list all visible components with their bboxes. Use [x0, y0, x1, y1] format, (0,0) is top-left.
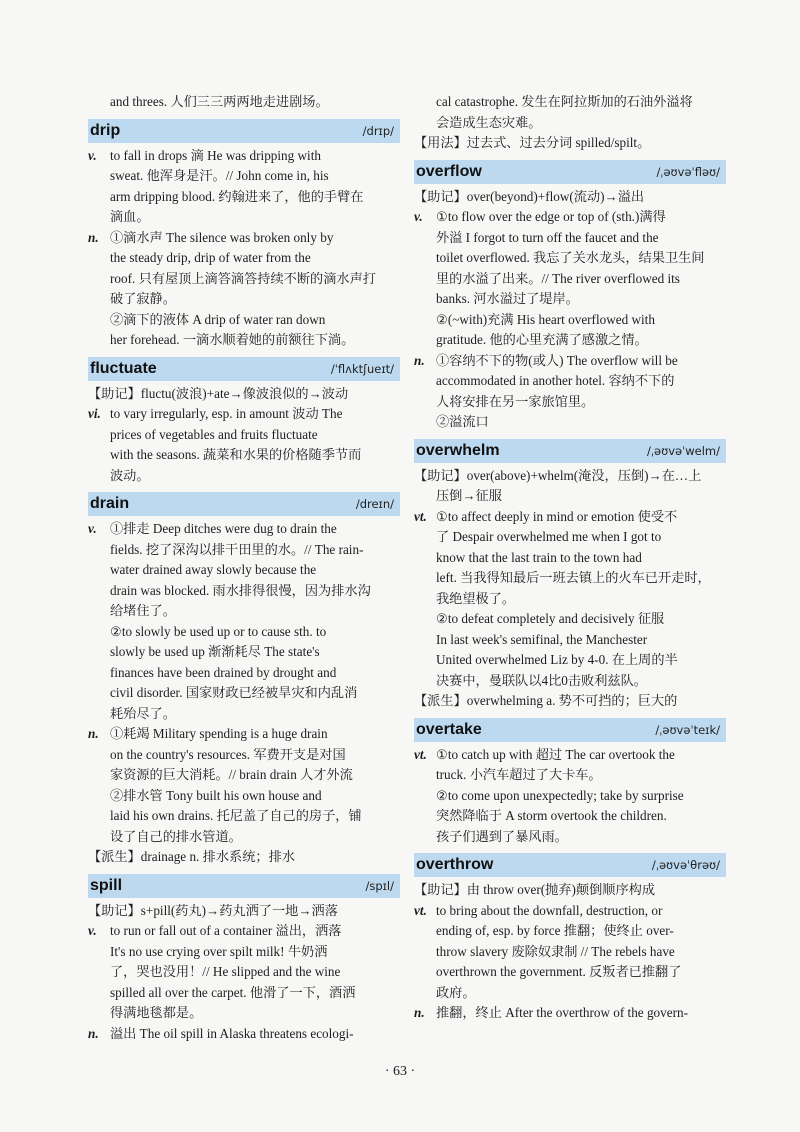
entry-text-line: [88, 581, 400, 602]
entry-text-line: [88, 92, 400, 113]
entry-text-line: [414, 806, 726, 827]
entry-text-line: [414, 527, 726, 548]
line-text: ①to affect deeply in mind or emotion 使受不: [436, 508, 678, 524]
headword: overflow: [416, 162, 482, 180]
entry-text-line: [414, 983, 726, 1004]
line-text: ②(~with)充满 His heart overflowed with: [436, 311, 655, 327]
entry-text-line: [414, 630, 726, 651]
line-text: 人将安排在另一家旅馆里。: [436, 393, 595, 409]
right-column: [414, 92, 726, 1024]
line-text: 破了寂静。: [110, 291, 176, 306]
pronunciation: /ˌəʊvəˈθrəʊ/: [651, 858, 720, 872]
headword: drain: [90, 495, 130, 512]
line-text: finances have been drained by drought and: [110, 664, 337, 680]
entry-text-line: [414, 671, 726, 692]
line-text: United overwhelmed Liz by 4-0. 在上周的半: [436, 652, 678, 667]
line-text: 政府。: [436, 984, 476, 1000]
entry-text-line: [414, 269, 726, 290]
line-text: and threes. 人们三三两两地走进剧场。: [110, 94, 329, 109]
line-text: ①to flow over the edge or top of (sth.)满得: [436, 209, 666, 224]
line-text: with the seasons. 蔬菜和水果的价格随季节而: [110, 447, 362, 462]
line-text: 孩子们遇到了暴风雨。: [436, 828, 568, 844]
entry-text-line: [414, 289, 726, 310]
entry-text-line: [414, 133, 726, 154]
line-text: ending of, esp. by force 推翻；使终止 over-: [436, 923, 674, 938]
part-of-speech: vt.: [414, 902, 427, 918]
entry-text-line: [414, 827, 726, 848]
line-text: toilet overflowed. 我忘了关水龙头，结果卫生间: [436, 250, 705, 265]
line-text: gratitude. 他的心里充满了感激之情。: [436, 332, 648, 347]
page-number: · 63 ·: [384, 1064, 416, 1079]
entry-text-line: [88, 187, 400, 208]
entry-text-line: [88, 663, 400, 684]
entry-text-line: [88, 404, 400, 425]
line-text: arm dripping blood. 约翰进来了，他的手臂在: [110, 188, 364, 204]
line-text: ②溢流口: [436, 414, 489, 429]
pronunciation: /ˌəʊvəˈfləʊ/: [656, 164, 720, 179]
line-text: 会造成生态灾难。: [436, 114, 542, 130]
line-text: throw slavery 废除奴隶制 // The rebels have: [436, 943, 675, 959]
headword-bar: [88, 874, 400, 898]
line-text: roof. 只有屋顶上滴答滴答持续不断的滴水声打: [110, 270, 376, 286]
line-text: ②排水管 Tony built his own house and: [110, 787, 322, 803]
line-text: left. 当我得知最后一班去镇上的火车已开走时，: [436, 570, 711, 585]
line-text: 决赛中，曼联队以4比0击败利兹队。: [436, 672, 647, 688]
line-text: civil disorder. 国家财政已经被旱灾和内乱消: [110, 685, 358, 700]
entry-text-line: [88, 384, 400, 405]
line-text: 家资源的巨大消耗。// brain drain 人才外流: [110, 767, 353, 782]
line-text: ②滴下的液体 A drip of water ran down: [110, 311, 326, 327]
line-text: 耗殆尽了。: [110, 705, 176, 721]
entry-text-line: [414, 507, 726, 528]
headword: fluctuate: [90, 359, 157, 377]
entry-text-line: [414, 609, 726, 630]
entry-text-line: [414, 228, 726, 249]
entry-text-line: [88, 1024, 400, 1045]
line-text: 滴血。: [110, 209, 150, 224]
entry-text-line: [414, 691, 726, 712]
line-text: 波动。: [110, 467, 150, 483]
line-text: 溢出 The oil spill in Alaska threatens ecologi-: [110, 1025, 354, 1041]
part-of-speech: n.: [88, 1025, 99, 1041]
pronunciation: /drɪp/: [362, 123, 394, 138]
line-text: ②to slowly be used up or to cause sth. to: [110, 623, 327, 639]
line-text: 设了自己的排水管道。: [110, 828, 242, 844]
entry-text-line: [88, 310, 400, 331]
line-text: 给堵住了。: [110, 603, 176, 618]
entry-text-line: [414, 589, 726, 610]
headword: overtake: [416, 720, 482, 738]
line-text: drain was blocked. 雨水排得很慢，因为排水沟: [110, 582, 371, 598]
entry-text-line: [414, 786, 726, 807]
headword: overwhelm: [416, 441, 500, 459]
entry-text-line: [88, 466, 400, 487]
headword-bar: [88, 492, 400, 516]
entry-text-line: [414, 351, 726, 372]
headword-bar: [414, 439, 726, 463]
line-text: 【派生】drainage n. 排水系统；排水: [88, 849, 295, 864]
entry-text-line: [88, 921, 400, 942]
pronunciation: /ˈflʌktʃueɪt/: [330, 361, 394, 376]
line-text: accommodated in another hotel. 容纳不下的: [436, 373, 675, 388]
line-text: 【助记】over(above)+whelm(淹没，压倒)→在…上: [414, 467, 702, 483]
entry-text-line: [88, 146, 400, 167]
pronunciation: /ˌəʊvəˈteɪk/: [655, 722, 720, 737]
line-text: to vary irregularly, esp. in amount 波动 The: [110, 406, 343, 421]
line-text: to fall in drops 滴 He was dripping with: [110, 147, 321, 163]
line-text: her forehead. 一滴水顺着她的前额往下淌。: [110, 332, 355, 347]
pronunciation: /ˌəʊvəˈwelm/: [646, 443, 720, 458]
line-text: 里的水溢了出来。// The river overflowed its: [436, 270, 680, 286]
entry-text-line: [88, 248, 400, 269]
entry-text-line: [414, 330, 726, 351]
line-text: to bring about the downfall, destruction, or: [436, 902, 663, 918]
entry-text-line: [88, 683, 400, 704]
line-text: ②to defeat completely and decisively 征服: [436, 611, 665, 626]
headword-bar: [88, 119, 400, 143]
line-text: know that the last train to the town had: [436, 549, 642, 565]
part-of-speech: vt.: [414, 508, 427, 524]
line-text: 得满地毯都是。: [110, 1005, 203, 1020]
headword: spill: [90, 876, 123, 894]
line-text: ①排走 Deep ditches were dug to drain the: [110, 521, 337, 536]
entry-text-line: [88, 289, 400, 310]
line-text: 【助记】由 throw over(抛弃)颠倒顺序构成: [414, 882, 656, 897]
entry-text-line: [88, 425, 400, 446]
entry-text-line: [88, 942, 400, 963]
entry-text-line: [414, 880, 726, 901]
entry-text-line: [88, 806, 400, 827]
part-of-speech: vi.: [88, 406, 101, 421]
line-text: on the country's resources. 军费开支是对国: [110, 746, 346, 762]
entry-text-line: [88, 827, 400, 848]
line-text: ①to catch up with 超过 The car overtook the: [436, 746, 675, 762]
line-text: 我绝望极了。: [436, 590, 516, 606]
headword-bar: [414, 160, 726, 184]
part-of-speech: v.: [88, 147, 97, 163]
entry-text-line: [414, 187, 726, 208]
line-text: overthrown the government. 反叛者已推翻了: [436, 964, 682, 979]
entry-text-line: [414, 392, 726, 413]
entry-text-line: [414, 113, 726, 134]
line-text: 【助记】s+pill(药丸)→药丸洒了一地→洒落: [88, 902, 338, 918]
line-text: 外溢 I forgot to turn off the faucet and the: [436, 229, 659, 245]
line-text: spilled all over the carpet. 他滑了一下，酒洒: [110, 984, 356, 1000]
entry-text-line: [88, 704, 400, 725]
headword-bar: [414, 853, 726, 877]
entry-text-line: [414, 310, 726, 331]
entry-text-line: [414, 248, 726, 269]
line-text: 【派生】overwhelming a. 势不可挡的；巨大的: [414, 693, 678, 708]
part-of-speech: n.: [414, 1005, 425, 1020]
entry-text-line: [414, 765, 726, 786]
part-of-speech: n.: [414, 352, 425, 368]
entry-text-line: [88, 901, 400, 922]
entry-text-line: [88, 642, 400, 663]
line-text: In last week's semifinal, the Manchester: [436, 631, 648, 647]
entry-text-line: [88, 786, 400, 807]
line-text: 【助记】over(beyond)+flow(流动)→溢出: [414, 188, 645, 204]
entry-text-line: [414, 412, 726, 433]
entry-text-line: [88, 166, 400, 187]
line-text: 压倒→征服: [436, 488, 502, 503]
entry-text-line: [88, 540, 400, 561]
part-of-speech: n.: [88, 229, 99, 245]
entry-text-line: [88, 228, 400, 249]
entry-text-line: [88, 330, 400, 351]
entry-text-line: [88, 519, 400, 540]
line-text: to run or fall out of a container 溢出，洒落: [110, 923, 342, 938]
line-text: water drained away slowly because the: [110, 562, 317, 577]
part-of-speech: n.: [88, 726, 99, 741]
line-text: ①容纳不下的物(或人) The overflow will be: [436, 352, 678, 368]
line-text: the steady drip, drip of water from the: [110, 250, 311, 265]
entry-text-line: [88, 601, 400, 622]
line-text: 【用法】过去式、过去分词 spilled/spilt。: [414, 135, 651, 150]
entry-text-line: [88, 724, 400, 745]
entry-text-line: [88, 1003, 400, 1024]
line-text: 推翻，终止 After the overthrow of the govern-: [436, 1005, 688, 1020]
part-of-speech: vt.: [414, 746, 427, 762]
entry-text-line: [88, 765, 400, 786]
entry-text-line: [414, 901, 726, 922]
part-of-speech: v.: [88, 923, 97, 938]
line-text: sweat. 他浑身是汗。// John come in, his: [110, 168, 329, 183]
entry-text-line: [414, 921, 726, 942]
headword-bar: [414, 718, 726, 742]
line-text: 突然降临于 A storm overtook the children.: [436, 808, 667, 823]
entry-text-line: [414, 371, 726, 392]
line-text: prices of vegetables and fruits fluctuate: [110, 426, 318, 442]
line-text: 了，哭也没用！// He slipped and the wine: [110, 964, 341, 979]
entry-text-line: [88, 962, 400, 983]
line-text: ①耗竭 Military spending is a huge drain: [110, 726, 328, 741]
entry-text-line: [414, 548, 726, 569]
entry-text-line: [414, 962, 726, 983]
headword: overthrow: [416, 856, 494, 873]
entry-text-line: [414, 466, 726, 487]
entry-text-line: [88, 745, 400, 766]
headword-bar: [88, 357, 400, 381]
line-text: 了 Despair overwhelmed me when I got to: [436, 529, 662, 544]
pronunciation: /spɪl/: [365, 878, 394, 893]
entry-text-line: [88, 207, 400, 228]
line-text: truck. 小汽车超过了大卡车。: [436, 767, 602, 782]
entry-text-line: [88, 560, 400, 581]
entry-text-line: [88, 983, 400, 1004]
line-text: ①滴水声 The silence was broken only by: [110, 229, 334, 245]
entry-text-line: [414, 745, 726, 766]
entry-text-line: [88, 622, 400, 643]
entry-text-line: [414, 1003, 726, 1024]
line-text: ②to come upon unexpectedly; take by surprise: [436, 787, 684, 803]
entry-text-line: [414, 650, 726, 671]
entry-text-line: [414, 92, 726, 113]
entry-text-line: [414, 207, 726, 228]
entry-text-line: [414, 568, 726, 589]
line-text: banks. 河水溢过了堤岸。: [436, 291, 579, 306]
entry-text-line: [88, 269, 400, 290]
line-text: fields. 挖了深沟以排干田里的水。// The rain-: [110, 541, 364, 557]
part-of-speech: v.: [88, 521, 97, 536]
entry-text-line: [88, 847, 400, 868]
line-text: laid his own drains. 托尼盖了自己的房子，铺: [110, 808, 362, 823]
line-text: slowly be used up 渐渐耗尽 The state's: [110, 644, 320, 659]
pronunciation: /dreɪn/: [355, 497, 394, 511]
part-of-speech: v.: [414, 209, 423, 224]
headword: drip: [90, 121, 121, 139]
entry-text-line: [414, 486, 726, 507]
entry-text-line: [414, 942, 726, 963]
entry-text-line: [88, 445, 400, 466]
line-text: 【助记】fluctu(波浪)+ate→像波浪似的→波动: [88, 385, 349, 401]
left-column: [88, 92, 400, 1044]
line-text: cal catastrophe. 发生在阿拉斯加的石油外溢将: [436, 94, 693, 109]
line-text: It's no use crying over spilt milk! 牛奶洒: [110, 943, 328, 959]
